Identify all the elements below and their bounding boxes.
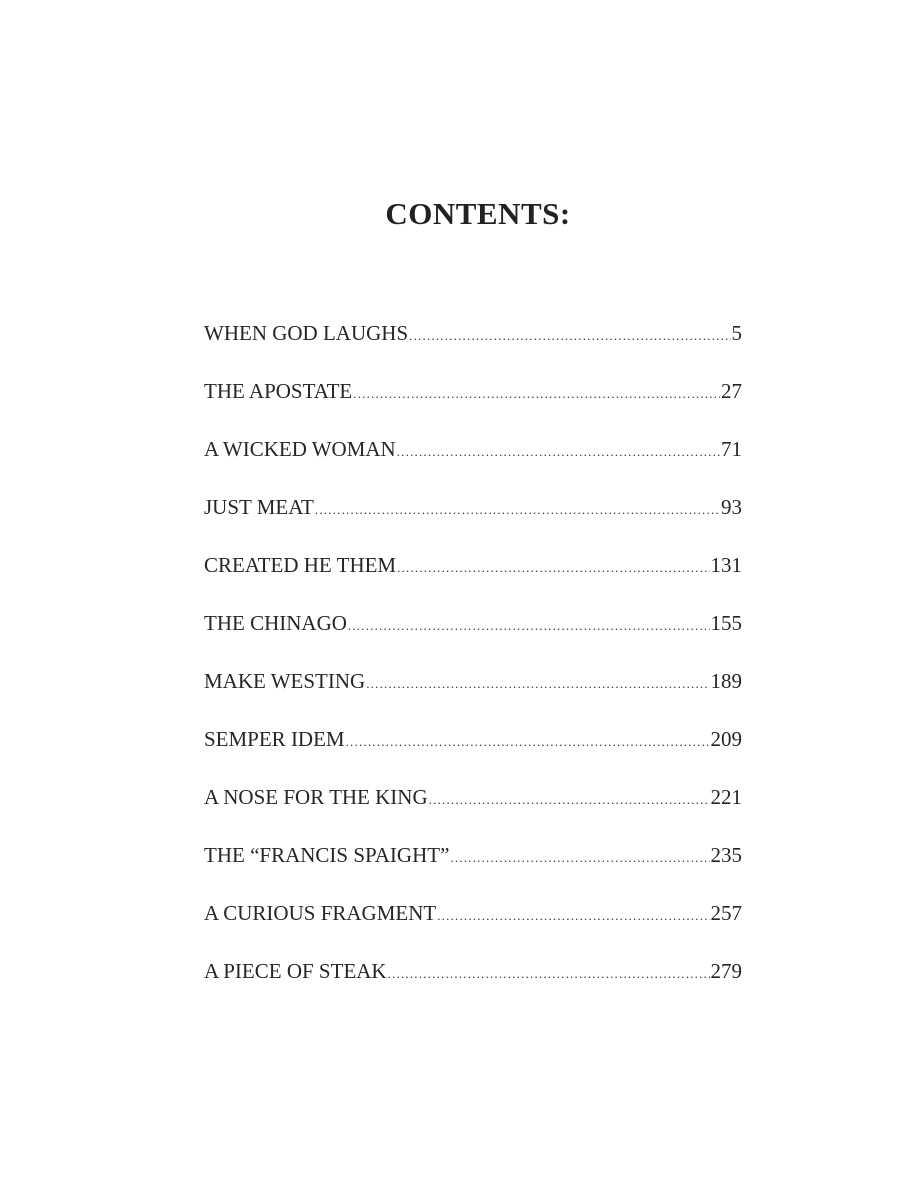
toc-entry-title: THE “FRANCIS SPAIGHT” xyxy=(204,843,450,867)
toc-entry-title: THE APOSTATE xyxy=(204,379,353,403)
toc-entry-page-number: 131 xyxy=(710,553,742,577)
toc-entry-title: THE CHINAGO xyxy=(204,611,347,635)
toc-entry-title: CREATED HE THEM xyxy=(204,553,397,577)
toc-entry xyxy=(204,664,742,722)
dot-leader xyxy=(353,377,720,411)
toc-entry-page-number: 235 xyxy=(710,843,742,867)
toc-entry-page-number: 221 xyxy=(710,785,742,809)
dot-leader xyxy=(397,435,720,469)
dot-leader xyxy=(397,551,709,585)
toc-entry-title: A WICKED WOMAN xyxy=(204,437,396,461)
dot-leader xyxy=(409,319,730,353)
toc-entry xyxy=(204,316,742,374)
toc-entry xyxy=(204,374,742,432)
toc-entry xyxy=(204,490,742,548)
toc-entry-page-number: 27 xyxy=(721,379,742,403)
dot-leader xyxy=(348,609,710,643)
toc-entry-title: MAKE WESTING xyxy=(204,669,366,693)
toc-entry-title: A CURIOUS FRAGMENT xyxy=(204,901,437,925)
dot-leader xyxy=(429,783,710,817)
toc-entry xyxy=(204,838,742,896)
toc-entry xyxy=(204,432,742,490)
toc-entry-title: WHEN GOD LAUGHS xyxy=(204,321,409,345)
toc-entry xyxy=(204,954,742,1012)
toc-entry-page-number: 209 xyxy=(710,727,742,751)
dot-leader xyxy=(366,667,709,701)
dot-leader xyxy=(346,725,710,759)
toc-entry-page-number: 5 xyxy=(731,321,742,345)
toc-entry-page-number: 71 xyxy=(721,437,742,461)
toc-entry xyxy=(204,896,742,954)
toc-entry xyxy=(204,780,742,838)
toc-entry-title: JUST MEAT xyxy=(204,495,314,519)
toc-entry-page-number: 155 xyxy=(710,611,742,635)
toc-entry-page-number: 257 xyxy=(710,901,742,925)
toc-entry xyxy=(204,722,742,780)
toc-entry-page-number: 93 xyxy=(721,495,742,519)
table-of-contents xyxy=(204,316,742,1012)
contents-heading: CONTENTS: xyxy=(385,196,571,231)
toc-entry xyxy=(204,548,742,606)
toc-entry-title: A PIECE OF STEAK xyxy=(204,959,387,983)
toc-entry xyxy=(204,606,742,664)
toc-entry-title: A NOSE FOR THE KING xyxy=(204,785,428,809)
toc-entry-title: SEMPER IDEM xyxy=(204,727,345,751)
dot-leader xyxy=(388,957,710,991)
toc-entry-page-number: 189 xyxy=(710,669,742,693)
toc-entry-page-number: 279 xyxy=(710,959,742,983)
dot-leader xyxy=(315,493,720,527)
dot-leader xyxy=(450,841,709,875)
dot-leader xyxy=(437,899,709,933)
